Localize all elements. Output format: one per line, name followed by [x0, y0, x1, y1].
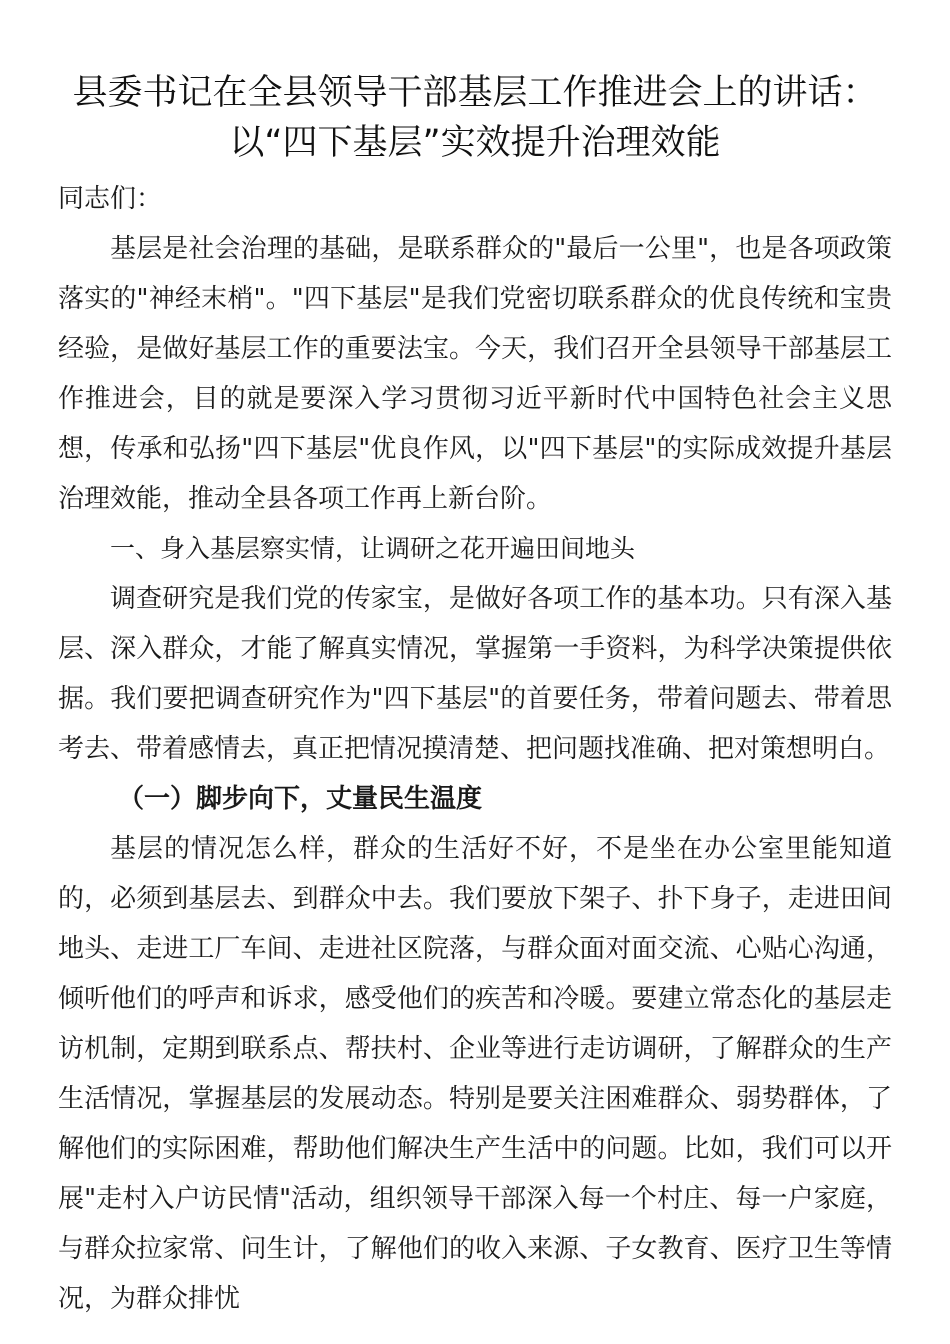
sub-heading-1: （一）脚步向下，丈量民生温度 — [118, 784, 483, 814]
title-line-1: 县委书记在全县领导干部基层工作推进会上的讲话： — [72, 73, 878, 113]
document-title — [58, 68, 892, 168]
paragraph-research: 调查研究是我们党的传家宝，是做好各项工作的基本功。只有深入基层、深入群众，才能了解真实情况，掌握第一手资料，为科学决策提供依据。我们要把调查研究作为"四下基层"的首要任务，带着问题去、带着思考去、带着感情去，真正把情况摸清楚、把问题找准确、把对策想明白。 — [58, 584, 892, 764]
title-line-2: 以“四下基层”实效提升治理效能 — [229, 123, 721, 163]
section-heading-1: 一、身入基层察实情，让调研之花开遍田间地头 — [110, 534, 636, 563]
document-body — [58, 174, 892, 1324]
salutation: 同志们： — [58, 184, 163, 214]
paragraph-intro: 基层是社会治理的基础，是联系群众的"最后一公里"，也是各项政策落实的"神经末梢"。"四下基层"是我们党密切联系群众的优良传统和宝贵经验，是做好基层工作的重要法宝。今天，我们召开全县领导干部基层工作推进会，目的就是要深入学习贯彻习近平新时代中国特色社会主义思想，传承和弘扬"四下基层"优良作风，以"四下基层"的实际成效提升基层治理效能，推动全县各项工作再上新台阶。 — [58, 234, 892, 514]
paragraph-footsteps: 基层的情况怎么样，群众的生活好不好，不是坐在办公室里能知道的，必须到基层去、到群众中去。我们要放下架子、扑下身子，走进田间地头、走进工厂车间、走进社区院落，与群众面对面交流、心贴心沟通，倾听他们的呼声和诉求，感受他们的疾苦和冷暖。要建立常态化的基层走访机制，定期到联系点、帮扶村、企业等进行走访调研，了解群众的生产生活情况，掌握基层的发展动态。特别是要关注困难群众、弱势群体，了解他们的实际困难，帮助他们解决生产生活中的问题。比如，我们可以开展"走村入户访民情"活动，组织领导干部深入每一个村庄、每一户家庭，与群众拉家常、问生计，了解他们的收入来源、子女教育、医疗卫生等情况，为群众排忧 — [58, 834, 892, 1314]
